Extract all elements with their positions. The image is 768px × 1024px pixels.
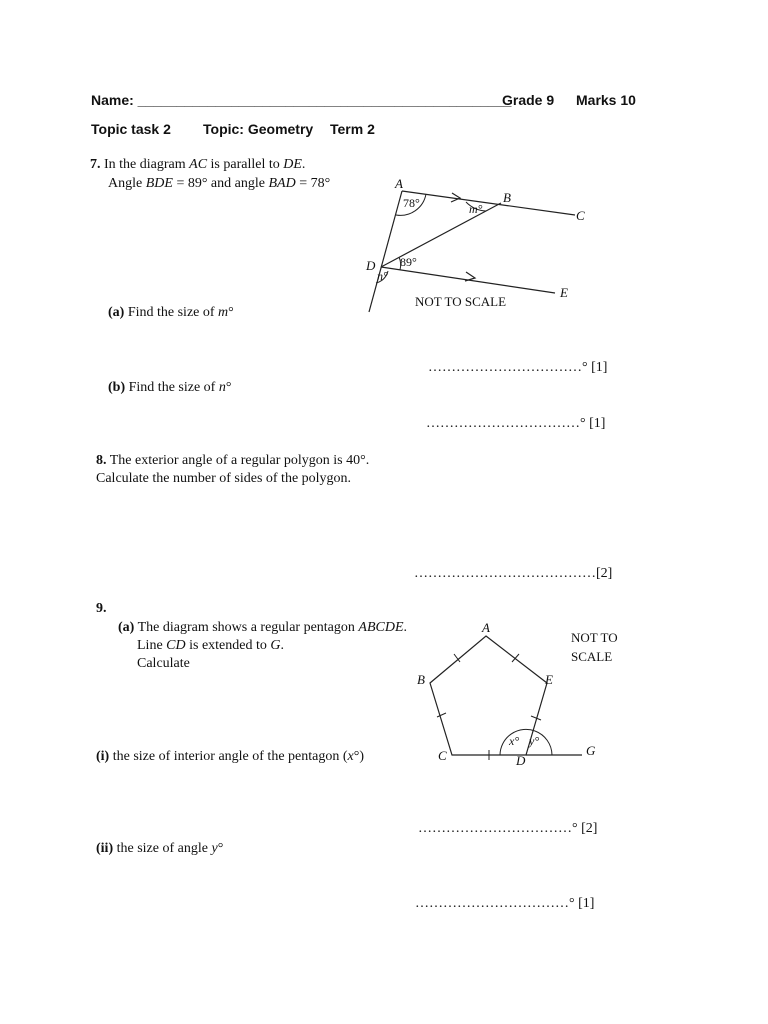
q9-l2b: CD	[166, 638, 186, 653]
q7-not-to-scale: NOT TO SCALE	[415, 294, 507, 309]
q9-angle-y: y°	[529, 734, 540, 748]
q7a-deg: °	[228, 305, 234, 320]
q7a-text: Find the size of	[124, 305, 219, 320]
q9-l1a: The diagram shows a regular pentagon	[134, 620, 359, 635]
q7-l1e: .	[301, 157, 306, 172]
q9-tick-bc	[437, 713, 446, 717]
topic-label: Topic: Geometry	[203, 121, 314, 137]
topic-task-label: Topic task 2	[91, 121, 171, 137]
q9i-label: (i)	[96, 749, 110, 764]
q9-number-text: 9.	[96, 601, 107, 616]
q8-answer-line[interactable]: …………………………………[2]	[414, 566, 613, 581]
q7-l1a: In the diagram	[104, 157, 190, 172]
q7-angle-78: 78°	[403, 196, 420, 210]
q7b-answer-line[interactable]: ……………………………° [1]	[426, 416, 606, 431]
q9-label-g: G	[586, 743, 596, 758]
q7-angle-n: n°	[377, 269, 388, 283]
q9ii-question	[96, 841, 223, 857]
q8-number: 8.	[96, 453, 107, 468]
q7-l1d: DE	[283, 157, 302, 172]
q9ii-text: the size of angle	[113, 841, 212, 856]
q7-l2d: BAD	[268, 176, 296, 191]
q9-not-to: NOT TO	[571, 630, 618, 645]
q9-l2a: Line	[137, 638, 167, 653]
q7-l2c: = 89° and angle	[172, 176, 269, 191]
q9-l2c: is extended to	[185, 638, 271, 653]
q7-label-c: C	[576, 208, 585, 223]
q9-label-d: D	[516, 753, 526, 768]
q7-label-a: A	[395, 176, 403, 191]
q9i-question	[96, 749, 364, 765]
q9-l1b: ABCDE	[358, 620, 404, 635]
q9i-end: °)	[353, 749, 365, 764]
q8-text-line2: Calculate the number of sides of the polygon.	[96, 471, 352, 486]
grade-label: Grade 9	[502, 92, 555, 108]
q7-l2e: = 78°	[295, 176, 331, 191]
q7a-answer-line[interactable]: ……………………………° [1]	[428, 360, 608, 375]
term-label: Term 2	[330, 121, 375, 137]
q7b-label: (b)	[108, 380, 126, 395]
q7-label-b: B	[503, 190, 511, 205]
q9-angle-x: x°	[509, 734, 520, 748]
q9-l1c: .	[403, 620, 407, 635]
q9-label-b: B	[417, 672, 425, 687]
q9-scale: SCALE	[571, 649, 613, 664]
q7-l1c: is parallel to	[207, 157, 284, 172]
q7-label-d: D	[366, 258, 376, 273]
q7-angle-89: 89°	[400, 255, 417, 269]
q9ii-var: y	[211, 841, 218, 856]
q9-text-line3: Calculate	[137, 656, 190, 671]
q9a-label: (a)	[118, 620, 135, 635]
q9ii-label: (ii)	[96, 841, 114, 856]
q7a-var: m	[218, 305, 229, 320]
q9-label-e: E	[545, 672, 553, 687]
q7b-deg: °	[225, 380, 232, 395]
q7-l2a: Angle	[108, 176, 146, 191]
name-field[interactable]: Name: ________________________________________________	[91, 92, 512, 108]
q9-label-a: A	[482, 620, 490, 635]
q9i-text: the size of interior angle of the pentagon (	[109, 749, 348, 764]
q8-l1: The exterior angle of a regular polygon is 40°.	[106, 453, 370, 468]
q9-label-c: C	[438, 748, 447, 763]
q9i-answer-line[interactable]: ……………………………° [2]	[418, 821, 598, 836]
q7b-text: Find the size of	[125, 380, 219, 395]
q9-l2e: .	[280, 638, 284, 653]
q9ii-answer-line[interactable]: ……………………………° [1]	[415, 896, 595, 911]
marks-label: Marks 10	[576, 92, 636, 108]
q7-l2b: BDE	[145, 176, 173, 191]
q7a-label: (a)	[108, 305, 125, 320]
q9-l2d: G	[270, 638, 281, 653]
q7b-var: n	[218, 380, 226, 395]
q9i-var: x	[347, 749, 354, 764]
q7-l1b: AC	[189, 157, 208, 172]
q7-number: 7.	[90, 157, 101, 172]
q9ii-deg: °	[217, 841, 224, 856]
q7-label-e: E	[560, 285, 568, 300]
q7-angle-m: m°	[469, 202, 483, 216]
